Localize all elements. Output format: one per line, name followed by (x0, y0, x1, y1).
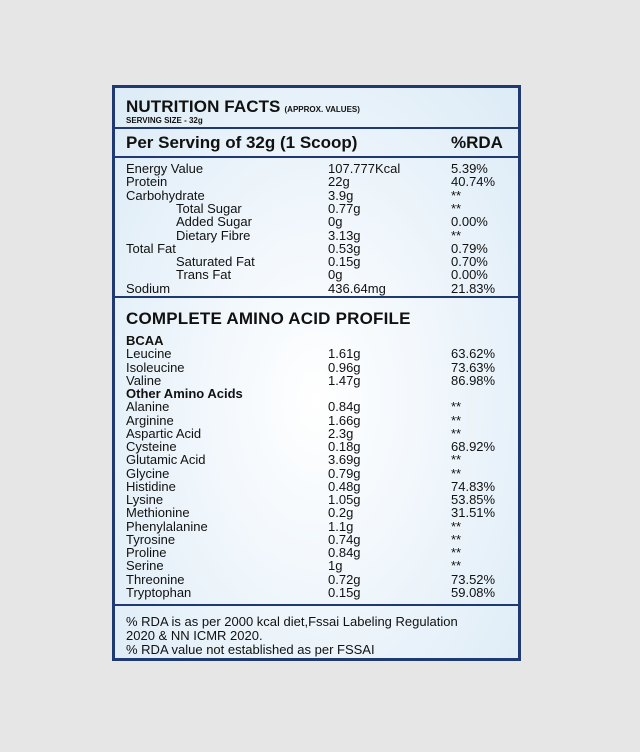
nutrient-amount: 0.96g (328, 359, 361, 375)
nutrient-name: Serine (126, 558, 164, 574)
nutrient-rda: 73.63% (451, 359, 496, 375)
nutrient-rda: 86.98% (451, 372, 496, 388)
nutrient-amount: 0.84g (328, 399, 361, 415)
nutrient-name: Methionine (126, 505, 190, 521)
nutrient-amount: 0.48g (328, 478, 361, 494)
amino-acid-profile-title: COMPLETE AMINO ACID PROFILE (126, 309, 411, 328)
nutrient-rda: 68.92% (451, 439, 496, 454)
table-row (115, 573, 518, 586)
table-row (115, 427, 518, 440)
nutrient-amount: 22g (328, 174, 350, 190)
nutrient-name: Trans Fat (176, 267, 232, 283)
nutrient-name: Alanine (126, 399, 170, 415)
nutrient-rda: 0.00% (451, 267, 488, 283)
table-row (115, 347, 518, 360)
table-row (115, 189, 518, 202)
nutrient-name: Protein (126, 174, 168, 190)
nutrient-rda: 0.79% (451, 240, 488, 256)
nutrient-amount: 0.77g (328, 200, 361, 216)
table-row (115, 533, 518, 546)
nutrient-rda: 74.83% (451, 478, 496, 494)
nutrient-amount: 1.1g (328, 518, 354, 534)
nutrient-amount: 436.64mg (328, 280, 386, 296)
nutrient-name: Leucine (126, 346, 172, 362)
nutrient-name: Phenylalanine (126, 518, 208, 534)
table-row (115, 175, 518, 188)
nutrient-name: Proline (126, 545, 167, 560)
section-subheading (115, 334, 518, 347)
table-row (115, 162, 518, 175)
table-row (115, 559, 518, 572)
nutrient-rda: 0.70% (451, 254, 488, 270)
nutrient-amount: 0.2g (328, 505, 354, 521)
table-row (115, 361, 518, 374)
nutrient-amount: 0g (328, 267, 343, 283)
nutrient-amount: 0.15g (328, 254, 361, 270)
nutrient-name: Total Sugar (176, 200, 242, 216)
nutrient-amount: 3.9g (328, 187, 354, 203)
nutrient-name: Tyrosine (126, 531, 176, 547)
nutrient-rda: 63.62% (451, 346, 496, 362)
nutrient-amount: 0.74g (328, 531, 361, 547)
table-row (115, 255, 518, 268)
per-serving-header (126, 133, 507, 153)
nutrient-rda: ** (451, 518, 462, 534)
table-row (115, 480, 518, 493)
nutrient-name: Threonine (126, 571, 185, 587)
nutrient-rda: 21.83% (451, 280, 496, 296)
nutrient-name: Sodium (126, 280, 171, 296)
nutrient-rda: ** (451, 412, 462, 428)
table-row (115, 242, 518, 255)
nutrient-name: Carbohydrate (126, 187, 205, 203)
nutrient-amount: 3.13g (328, 227, 361, 243)
subheading-label: Other Amino Acids (126, 386, 243, 401)
divider (115, 296, 518, 298)
table-row (115, 440, 518, 453)
footnote-line: 2020 & NN ICMR 2020. (126, 628, 263, 643)
nutrient-rda: ** (451, 452, 462, 468)
nutrient-amount: 1.66g (328, 412, 361, 428)
nutrient-name: Cysteine (126, 439, 177, 454)
nutrient-name: Energy Value (126, 161, 204, 176)
nutrition-facts-title: NUTRITION FACTS (126, 97, 281, 116)
nutrient-rda: 53.85% (451, 492, 496, 507)
serving-size: SERVING SIZE - 32g (126, 116, 203, 125)
nutrient-rda: 5.39% (451, 161, 488, 176)
approx-values-note: (APPROX. VALUES) (284, 105, 360, 114)
nutrient-name: Histidine (126, 478, 176, 494)
table-row (115, 282, 518, 295)
table-row (115, 493, 518, 506)
nutrient-name: Saturated Fat (176, 254, 255, 270)
label-header (126, 97, 360, 125)
nutrient-amount: 0.84g (328, 545, 361, 560)
nutrient-rda: 59.08% (451, 584, 496, 600)
nutrient-name: Glutamic Acid (126, 452, 206, 468)
nutrient-rda: ** (451, 227, 462, 243)
nutrient-amount: 1.47g (328, 372, 361, 388)
nutrient-amount: 1g (328, 558, 343, 574)
nutrient-rda: ** (451, 399, 462, 415)
table-row (115, 215, 518, 228)
nutrient-name: Dietary Fibre (176, 227, 251, 243)
nutrient-name: Added Sugar (176, 214, 252, 230)
nutrient-rda: ** (451, 425, 462, 441)
nutrient-name: Tryptophan (126, 584, 192, 600)
nutrient-name: Valine (126, 372, 162, 388)
nutrient-name: Isoleucine (126, 359, 185, 375)
table-row (115, 546, 518, 559)
table-row (115, 520, 518, 533)
table-row (115, 467, 518, 480)
nutrient-amount: 1.61g (328, 346, 361, 362)
footnote-line: % RDA is as per 2000 kcal diet,Fssai Labeling Regulation (126, 614, 458, 629)
table-row (115, 268, 518, 281)
nutrient-rda: 0.00% (451, 214, 488, 230)
table-row (115, 506, 518, 519)
rda-column-label: %RDA (451, 133, 503, 152)
table-row (115, 414, 518, 427)
nutrient-amount: 2.3g (328, 425, 354, 441)
nutrient-rda: ** (451, 558, 462, 574)
nutrient-amount: 3.69g (328, 452, 361, 468)
table-row (115, 586, 518, 599)
nutrient-name: Arginine (126, 412, 174, 428)
divider (115, 127, 518, 129)
nutrient-amount: 0.72g (328, 571, 361, 587)
nutrient-rda: 40.74% (451, 174, 496, 190)
table-row (115, 202, 518, 215)
nutrient-rda: 73.52% (451, 571, 496, 587)
nutrient-rda: ** (451, 187, 462, 203)
nutrient-name: Total Fat (126, 240, 176, 256)
nutrient-name: Aspartic Acid (126, 425, 202, 441)
nutrient-amount: 0.15g (328, 584, 361, 600)
per-serving-label: Per Serving of 32g (1 Scoop) (126, 133, 358, 152)
nutrition-facts-panel (112, 85, 521, 661)
nutrient-amount: 0.53g (328, 240, 361, 256)
footnotes (126, 615, 512, 657)
nutrient-amount: 0.79g (328, 465, 361, 481)
nutrient-rda: ** (451, 200, 462, 216)
nutrient-rda: ** (451, 531, 462, 547)
table-row (115, 453, 518, 466)
nutrient-rda: ** (451, 545, 462, 560)
nutrient-amount: 0g (328, 214, 343, 230)
footnote-line: % RDA value not established as per FSSAI (126, 642, 375, 657)
divider (115, 604, 518, 606)
table-row (115, 374, 518, 387)
subheading-label: BCAA (126, 333, 164, 348)
nutrient-rda: 31.51% (451, 505, 496, 521)
nutrient-amount: 1.05g (328, 492, 361, 507)
nutrient-rda: ** (451, 465, 462, 481)
section-subheading (115, 387, 518, 400)
nutrient-amount: 107.777Kcal (328, 161, 401, 176)
table-row (115, 229, 518, 242)
table-row (115, 400, 518, 413)
nutrient-name: Lysine (126, 492, 164, 507)
nutrient-amount: 0.18g (328, 439, 361, 454)
divider (115, 156, 518, 158)
nutrient-name: Glycine (126, 465, 170, 481)
